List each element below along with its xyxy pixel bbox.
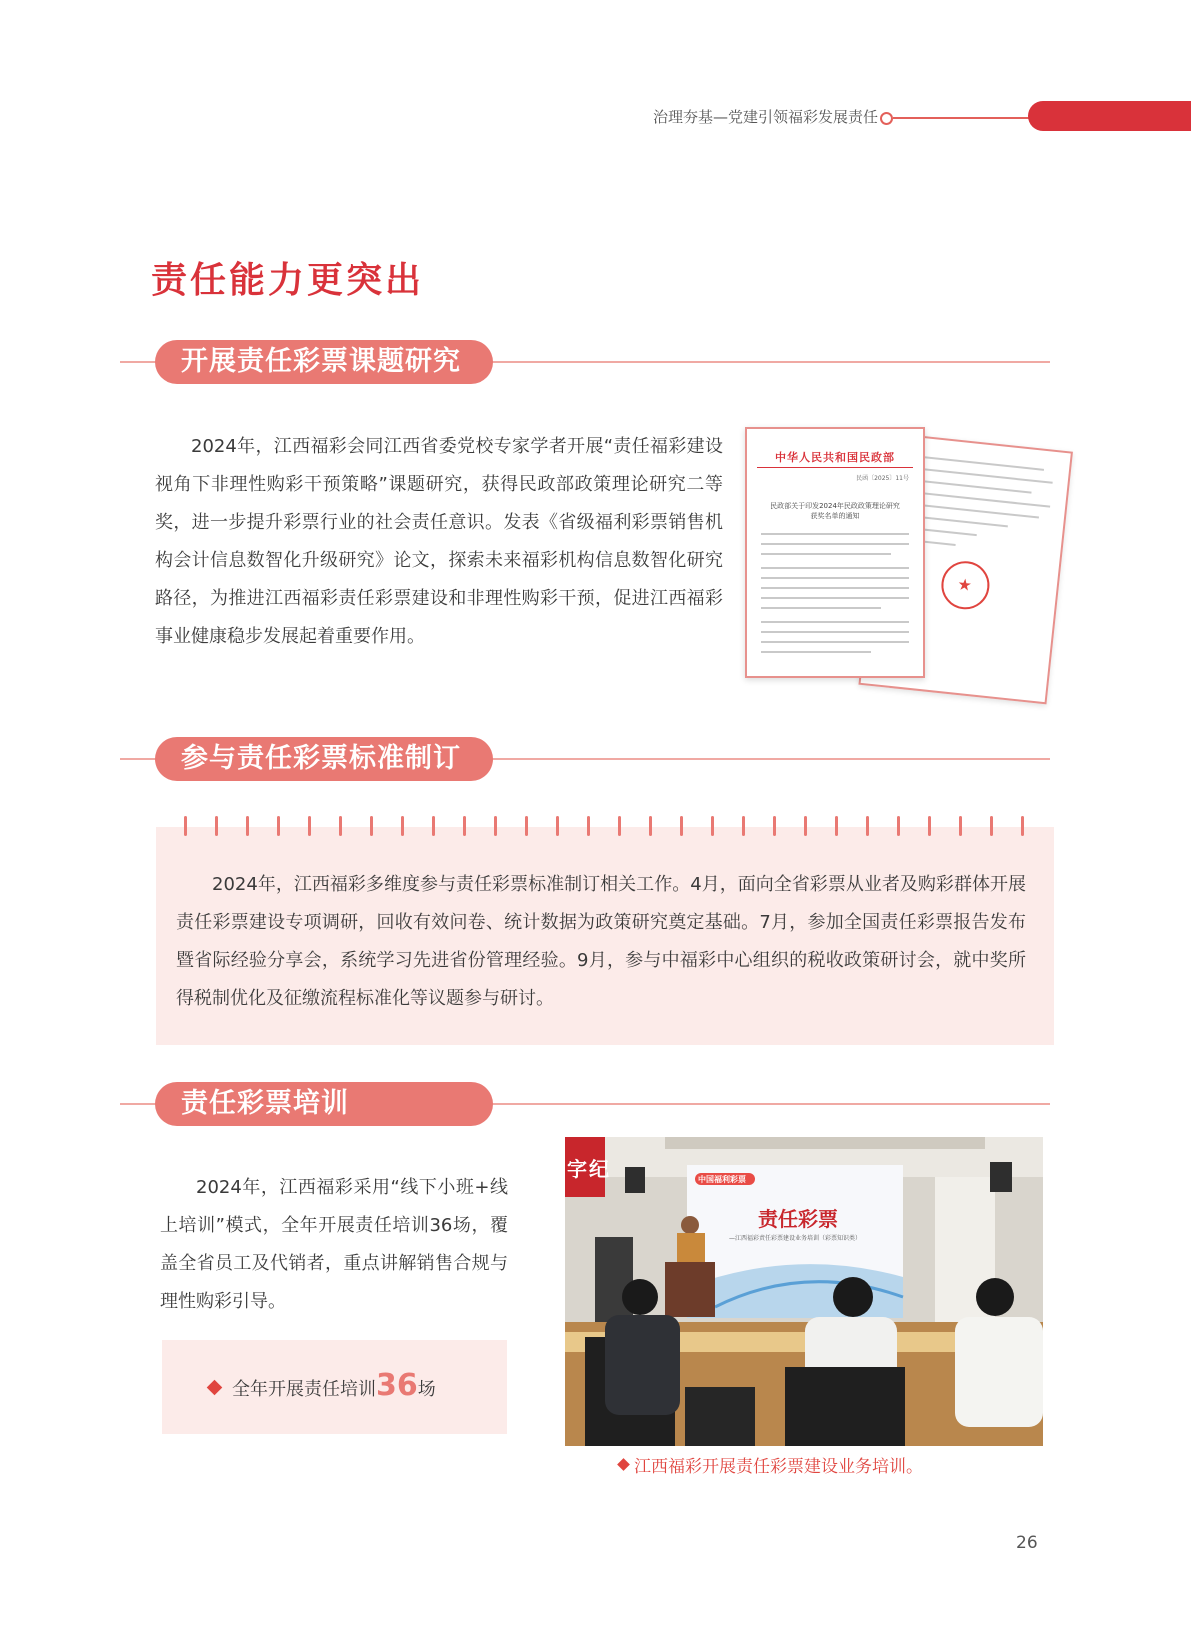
header-circle-icon bbox=[880, 112, 893, 125]
screen-subtitle: —江西福彩责任彩票建设业务培训（彩票知识类） bbox=[728, 1235, 861, 1242]
header-tab bbox=[1028, 101, 1191, 131]
training-photo bbox=[565, 1137, 1043, 1446]
wall-banner-text: 字纪 bbox=[567, 1157, 611, 1181]
section-title-research: 开展责任彩票课题研究 bbox=[155, 340, 493, 384]
official-seal-icon: ★ bbox=[939, 559, 992, 612]
screen-title: 责任彩票 bbox=[758, 1207, 838, 1231]
notebook-ticks bbox=[184, 816, 1034, 838]
running-header: 治理夯基—党建引领福彩发展责任 bbox=[652, 108, 878, 126]
photo-caption: 江西福彩开展责任彩票建设业务培训。 bbox=[634, 1457, 923, 1477]
document-number: 民函〔2025〕11号 bbox=[856, 475, 909, 482]
page-title: 责任能力更突出 bbox=[151, 260, 425, 301]
highlight-text: 全年开展责任培训36场 bbox=[232, 1368, 436, 1403]
section-title-standards: 参与责任彩票标准制订 bbox=[155, 737, 493, 781]
highlight-number: 36 bbox=[376, 1368, 418, 1403]
caption-diamond-icon bbox=[617, 1458, 630, 1471]
standards-paragraph: 2024年，江西福彩多维度参与责任彩票标准制订相关工作。4月，面向全省彩票从业者及购彩群体开展责任彩票建设专项调研，回收有效问卷、统计数据为政策研究奠定基础。7月，参加全国责任彩票报告发布暨省际经验分享会，系统学习先进省份管理经验。9月，参与中福彩中心组织的税收政策研讨会，就中奖所得税制优化及征缴流程标准化等议题参与研讨。 bbox=[176, 874, 1026, 1009]
header-rule bbox=[893, 117, 1033, 119]
document-heading: 中华人民共和国民政部 bbox=[775, 451, 895, 464]
document-subtitle: 民政部关于印发2024年民政政策理论研究获奖名单的通知 bbox=[770, 502, 900, 520]
section-title-training: 责任彩票培训 bbox=[155, 1082, 493, 1126]
screen-logo: 中国福利彩票 bbox=[698, 1175, 746, 1184]
page-number: 26 bbox=[1016, 1533, 1038, 1553]
training-paragraph: 2024年，江西福彩采用“线下小班+线上培训”模式，全年开展责任培训36场，覆盖全省员工及代销者，重点讲解销售合规与理性购彩引导。 bbox=[160, 1177, 508, 1312]
document-front-page bbox=[745, 427, 925, 678]
research-paragraph: 2024年，江西福彩会同江西省委党校专家学者开展“责任福彩建设视角下非理性购彩干预策略”课题研究，获得民政部政策理论研究二等奖，进一步提升彩票行业的社会责任意识。发表《省级福利彩票销售机构会计信息数智化升级研究》论文，探索未来福彩机构信息数智化研究路径，为推进江西福彩责任彩票建设和非理性购彩干预，促进江西福彩事业健康稳步发展起着重要作用。 bbox=[155, 436, 723, 647]
document-red-rule bbox=[757, 467, 913, 468]
